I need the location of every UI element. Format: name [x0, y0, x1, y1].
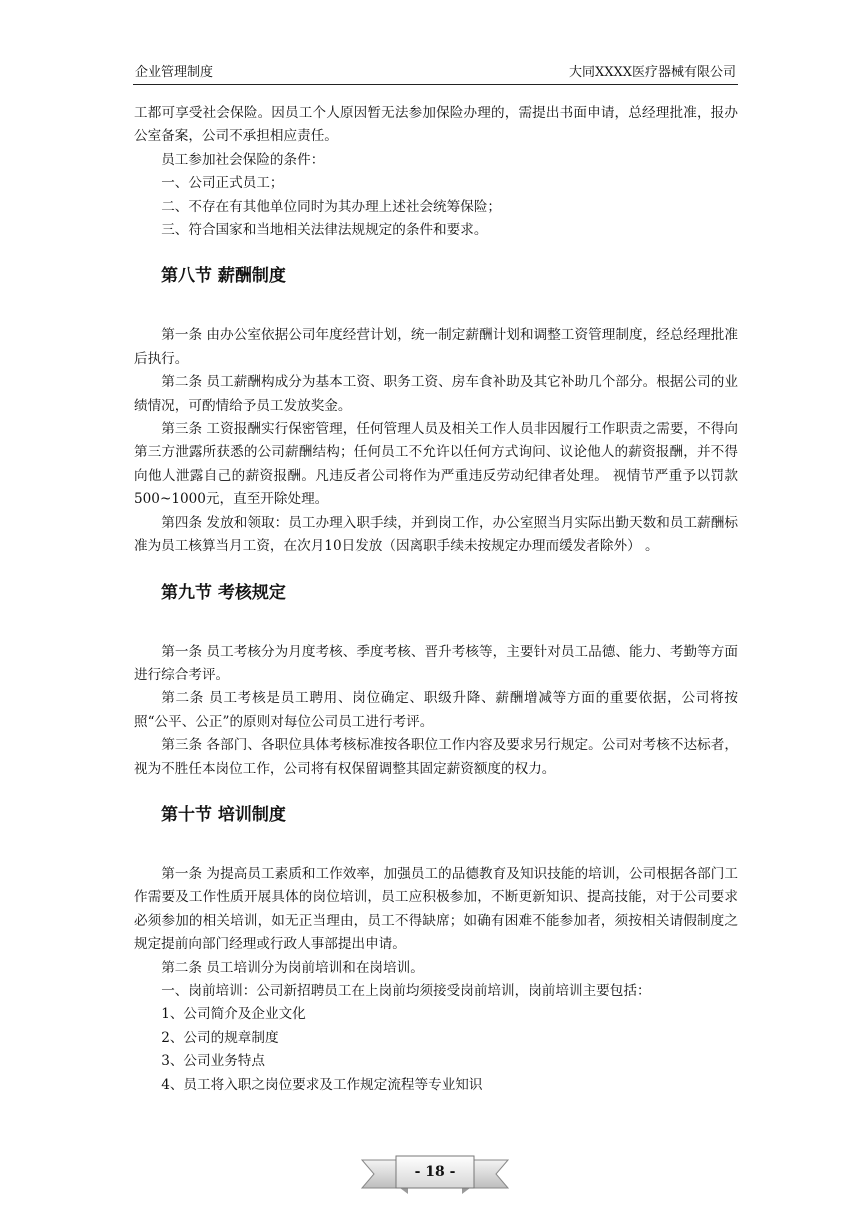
- article-paragraph: 第一条 由办公室依据公司年度经营计划，统一制定薪酬计划和调整工资管理制度，经总经理批准后执行。: [134, 327, 738, 367]
- header-company-name: 大同XXXX医疗器械有限公司: [568, 65, 736, 80]
- article-paragraph: 第三条 各部门、各职位具体考核标准按各职位工作内容及要求另行规定。公司对考核不达标者，视为不胜任本岗位工作，公司将有权保留调整其固定薪资额度的权力。: [134, 737, 738, 777]
- paragraph: 工都可享受社会保险。因员工个人原因暂无法参加保险办理的，需提出书面申请，总经理批准，报办公室备案，公司不承担相应责任。: [134, 105, 738, 145]
- list-item: 一、公司正式员工；: [161, 175, 284, 192]
- article-paragraph: 第一条 员工考核分为月度考核、季度考核、晋升考核等，主要针对员工品德、能力、考勤等方面进行综合考评。: [134, 643, 738, 683]
- article-paragraph: 第四条 发放和领取：员工办理入职手续，并到岗工作，办公室照当月实际出勤天数和员工薪酬标准为员工核算当月工资，在次月10日发放（因离职手续未按规定办理而缓发者除外） 。: [134, 514, 738, 555]
- list-item: 3、公司业务特点: [161, 1053, 265, 1070]
- list-item: 4、员工将入职之岗位要求及工作规定流程等专业知识: [161, 1076, 483, 1093]
- article-paragraph: 第二条 员工考核是员工聘用、岗位确定、职级升降、薪酬增减等方面的重要依据，公司将按照“公平、公正”的原则对每位公司员工进行考评。: [134, 690, 738, 730]
- list-item: 1、公司简介及企业文化: [161, 1006, 306, 1023]
- section-heading-training: 第十节 培训制度: [161, 804, 286, 825]
- article-paragraph: 第三条 工资报酬实行保密管理，任何管理人员及相关工作人员非因履行工作职责之需要，不得向第三方泄露所获悉的公司薪酬结构；任何员工不允许以任何方式询问、议论他人的薪资报酬，并不得向他人泄露自己的薪资报酬。凡违反者公司将作为严重违反劳动纪律者处理。 视情节严重予以罚款500~1000元，直至开除处理。: [134, 421, 738, 508]
- header-doc-title: 企业管理制度: [135, 65, 214, 80]
- paragraph: 员工参加社会保险的条件：: [161, 151, 325, 168]
- page-header: [133, 60, 738, 85]
- list-item: 一、岗前培训：公司新招聘员工在上岗前均须接受岗前培训，岗前培训主要包括：: [161, 982, 651, 999]
- section-heading-assessment: 第九节 考核规定: [161, 582, 286, 603]
- section-heading-salary: 第八节 薪酬制度: [161, 266, 286, 287]
- document-body: [134, 102, 738, 1097]
- article-paragraph: 第一条 为提高员工素质和工作效率，加强员工的品德教育及知识技能的培训，公司根据各部门工作需要及工作性质开展具体的岗位培训，员工应积极参加，不断更新知识、提高技能，对于公司要求必须参加的相关培训，如无正当理由，员工不得缺席；如确有困难不能参加者，须按相关请假制度之规定提前向部门经理或行政人事部提出申请。: [134, 865, 738, 953]
- list-item: 2、公司的规章制度: [161, 1029, 279, 1046]
- page-number-banner: [360, 1152, 510, 1196]
- list-item: 三、符合国家和当地相关法律法规规定的条件和要求。: [161, 222, 488, 239]
- list-item: 二、不存在有其他单位同时为其办理上述社会统筹保险；: [161, 198, 502, 215]
- article-paragraph: 第二条 员工培训分为岗前培训和在岗培训。: [161, 959, 424, 976]
- article-paragraph: 第二条 员工薪酬构成分为基本工资、职务工资、房车食补助及其它补助几个部分。根据公司的业绩情况，可酌情给予员工发放奖金。: [134, 374, 738, 414]
- page-number: - 18 -: [414, 1164, 456, 1180]
